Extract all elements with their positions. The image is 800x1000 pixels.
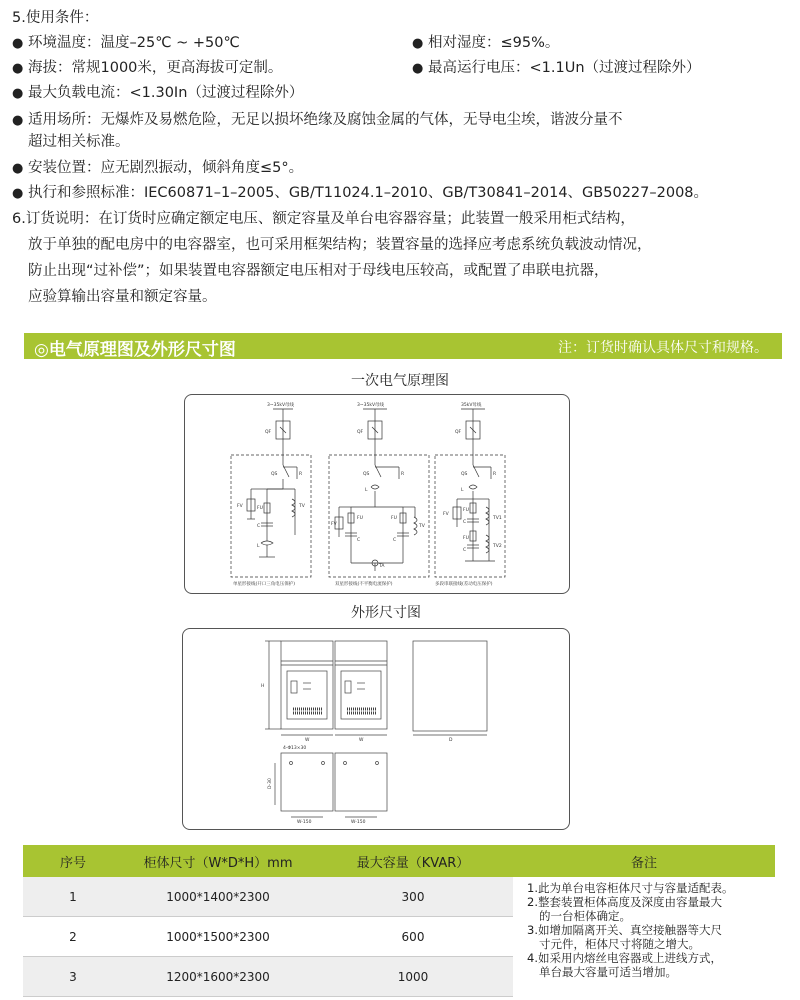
- bullet-icon: ●: [12, 186, 24, 201]
- header-no: 序号: [23, 845, 123, 877]
- dimension-caption: 外形尺寸图: [351, 605, 421, 621]
- bullet-icon: ●: [12, 61, 24, 76]
- circuit-multi-series: [435, 409, 505, 577]
- hole-label: 4-Φ13×30: [283, 746, 307, 751]
- conditions-row-6: [12, 181, 788, 206]
- tv2-label-3: TV2: [493, 544, 502, 549]
- fu-label-2b: FU: [391, 516, 397, 521]
- dimension-svg: [183, 629, 569, 829]
- w150-label-2: W-150: [351, 820, 366, 825]
- cabinet-front-1: [281, 641, 333, 729]
- conditions-row-4: [12, 109, 788, 131]
- qf-label-3: QF: [455, 430, 462, 435]
- schematic-panel: [184, 394, 570, 594]
- conditions-row-2: [12, 56, 788, 81]
- tv-label-2: TV: [419, 524, 425, 529]
- ta-label-2: TA: [379, 564, 385, 569]
- section-banner: [24, 333, 782, 359]
- fv-label-2: FV: [331, 522, 337, 527]
- ordering-line-4: 应验算输出容量和额定容量。: [28, 289, 217, 305]
- row-no: 1: [23, 877, 123, 917]
- fu-label-1: FU: [257, 506, 263, 511]
- cabinet-plan-2: [335, 753, 387, 811]
- ambient-temp: 环境温度：温度–25℃ ~ +50℃: [28, 35, 240, 51]
- diagram-caption: 一次电气原理图: [351, 373, 449, 389]
- w-label-1: W: [305, 738, 310, 743]
- bullet-icon: ●: [412, 61, 424, 76]
- install-position: 安装位置：应无剧烈振动，倾斜角度≤5°。: [28, 160, 304, 176]
- bullet-icon: ●: [12, 36, 24, 51]
- r-label-1: R: [299, 472, 303, 477]
- w-label-2: W: [359, 738, 364, 743]
- cabinet-plan-1: [281, 753, 333, 811]
- l-label-3: L: [461, 488, 464, 493]
- bus-label-2: 3~35kV母线: [357, 403, 385, 408]
- circuit-caption-3: 多段串联接线(差动电压保护): [435, 582, 493, 587]
- notes-cell: [513, 877, 775, 997]
- cabinet-side: [413, 641, 487, 731]
- fv-label-3: FV: [443, 512, 449, 517]
- fu-label-3b: FU: [463, 536, 469, 541]
- bus-label-1: 3~35kV母线: [267, 403, 295, 408]
- max-voltage-item: [412, 56, 701, 81]
- spec-table: [23, 845, 775, 997]
- circuit-double-star: [329, 409, 429, 577]
- row-capacity: 1000: [313, 957, 513, 997]
- site-line-1: 适用场所：无爆炸及易燃危险，无足以损坏绝缘及腐蚀金属的气体，无导电尘埃，谐波分量不: [28, 112, 623, 128]
- banner-note: 注：订货时确认具体尺寸和规格。: [558, 340, 768, 356]
- header-size: 柜体尺寸（W*D*H）mm: [123, 845, 313, 877]
- bullet-icon: ●: [412, 36, 424, 51]
- qs-label-3: QS: [461, 472, 468, 477]
- note-line: 的一台柜体确定。: [539, 909, 631, 923]
- row-size: 1000*1500*2300: [123, 917, 313, 957]
- note-line: 2.整套装置柜体高度及深度由容量最大: [527, 895, 722, 909]
- r-label-2: R: [401, 472, 405, 477]
- cabinet-front-2: [335, 641, 387, 729]
- table-header-row: [23, 845, 775, 877]
- humidity-item: [412, 31, 559, 56]
- bus-label-3: 35kV母线: [461, 403, 482, 408]
- circuit-caption-1: 单星形接线(开口三角电压保护): [233, 582, 296, 587]
- qs-label-2: QS: [363, 472, 370, 477]
- row-size: 1200*1600*2300: [123, 957, 313, 997]
- d30-label: D-30: [268, 778, 273, 789]
- fu-label-3: FU: [463, 508, 469, 513]
- note-line: 3.如增加隔离开关、真空接触器等大尺: [527, 923, 722, 937]
- c-label-2b: C: [393, 538, 397, 543]
- c-label-1: C: [257, 524, 261, 529]
- conditions-row-5: [12, 156, 788, 181]
- c-label-3: C: [463, 520, 467, 525]
- row-no: 2: [23, 917, 123, 957]
- row-no: 3: [23, 957, 123, 997]
- row-size: 1000*1400*2300: [123, 877, 313, 917]
- header-notes: 备注: [513, 845, 775, 877]
- schematic-svg: [185, 395, 569, 593]
- row-capacity: 300: [313, 877, 513, 917]
- w150-label-1: W-150: [297, 820, 312, 825]
- h-label: H: [261, 684, 265, 689]
- table-row: [23, 877, 775, 917]
- c-label-3b: C: [463, 548, 467, 553]
- note-line: 1.此为单台电容柜体尺寸与容量适配表。: [527, 881, 734, 895]
- altitude: 海拔：常规1000米，更高海拔可定制。: [28, 60, 283, 76]
- ordering-line-2: 放于单独的配电房中的电容器室，也可采用框架结构；装置容量的选择应考虑系统负载波动情况，: [28, 237, 652, 253]
- bullet-icon: ●: [12, 161, 24, 176]
- site-line-2: 超过相关标准。: [28, 134, 130, 150]
- note-line: 单台最大容量可适当增加。: [539, 965, 677, 979]
- l-label-2: L: [365, 488, 368, 493]
- bullet-icon: ●: [12, 113, 24, 128]
- bullet-icon: ●: [12, 86, 24, 101]
- conditions-row-3: [12, 81, 788, 106]
- conditions-section: [12, 6, 788, 310]
- qf-label-1: QF: [265, 430, 272, 435]
- c-label-2: C: [357, 538, 361, 543]
- qf-label-2: QF: [357, 430, 364, 435]
- r-label-3: R: [493, 472, 497, 477]
- d-label: D: [449, 738, 453, 743]
- humidity: 相对湿度：≤95%。: [428, 35, 560, 51]
- circuit-caption-2: 双星形接线(不平衡电流保护): [335, 582, 393, 587]
- tv-label-1: TV: [299, 504, 305, 509]
- row-capacity: 600: [313, 917, 513, 957]
- max-current: 最大负载电流：<1.30In（过渡过程除外）: [28, 85, 304, 101]
- banner-title: ◎电气原理图及外形尺寸图: [34, 340, 236, 360]
- max-voltage: 最高运行电压：<1.1Un（过渡过程除外）: [428, 60, 701, 76]
- l-label-1: L: [257, 544, 260, 549]
- ordering-line-3: 防止出现“过补偿”；如果装置电容器额定电压相对于母线电压较高，或配置了串联电抗器，: [28, 263, 609, 279]
- conditions-heading: 5.使用条件：: [12, 10, 99, 26]
- fu-label-2: FU: [357, 516, 363, 521]
- dimension-panel: [182, 628, 570, 830]
- qs-label-1: QS: [271, 472, 278, 477]
- fv-label-1: FV: [237, 504, 243, 509]
- note-line: 寸元件，柜体尺寸将随之增大。: [539, 937, 700, 951]
- tv1-label-3: TV1: [493, 516, 502, 521]
- note-line: 4.如采用内熔丝电容器或上进线方式，: [527, 951, 722, 965]
- header-capacity: 最大容量（KVAR）: [313, 845, 513, 877]
- standards: 执行和参照标准：IEC60871–1–2005、GB/T11024.1–2010、GB/T30841–2014、GB50227–2008。: [28, 185, 709, 201]
- conditions-row-1: [12, 31, 788, 56]
- ordering-line-1: 6.订货说明：在订货时应确定额定电压、额定容量及单台电容器容量；此装置一般采用柜式结构，: [12, 211, 635, 227]
